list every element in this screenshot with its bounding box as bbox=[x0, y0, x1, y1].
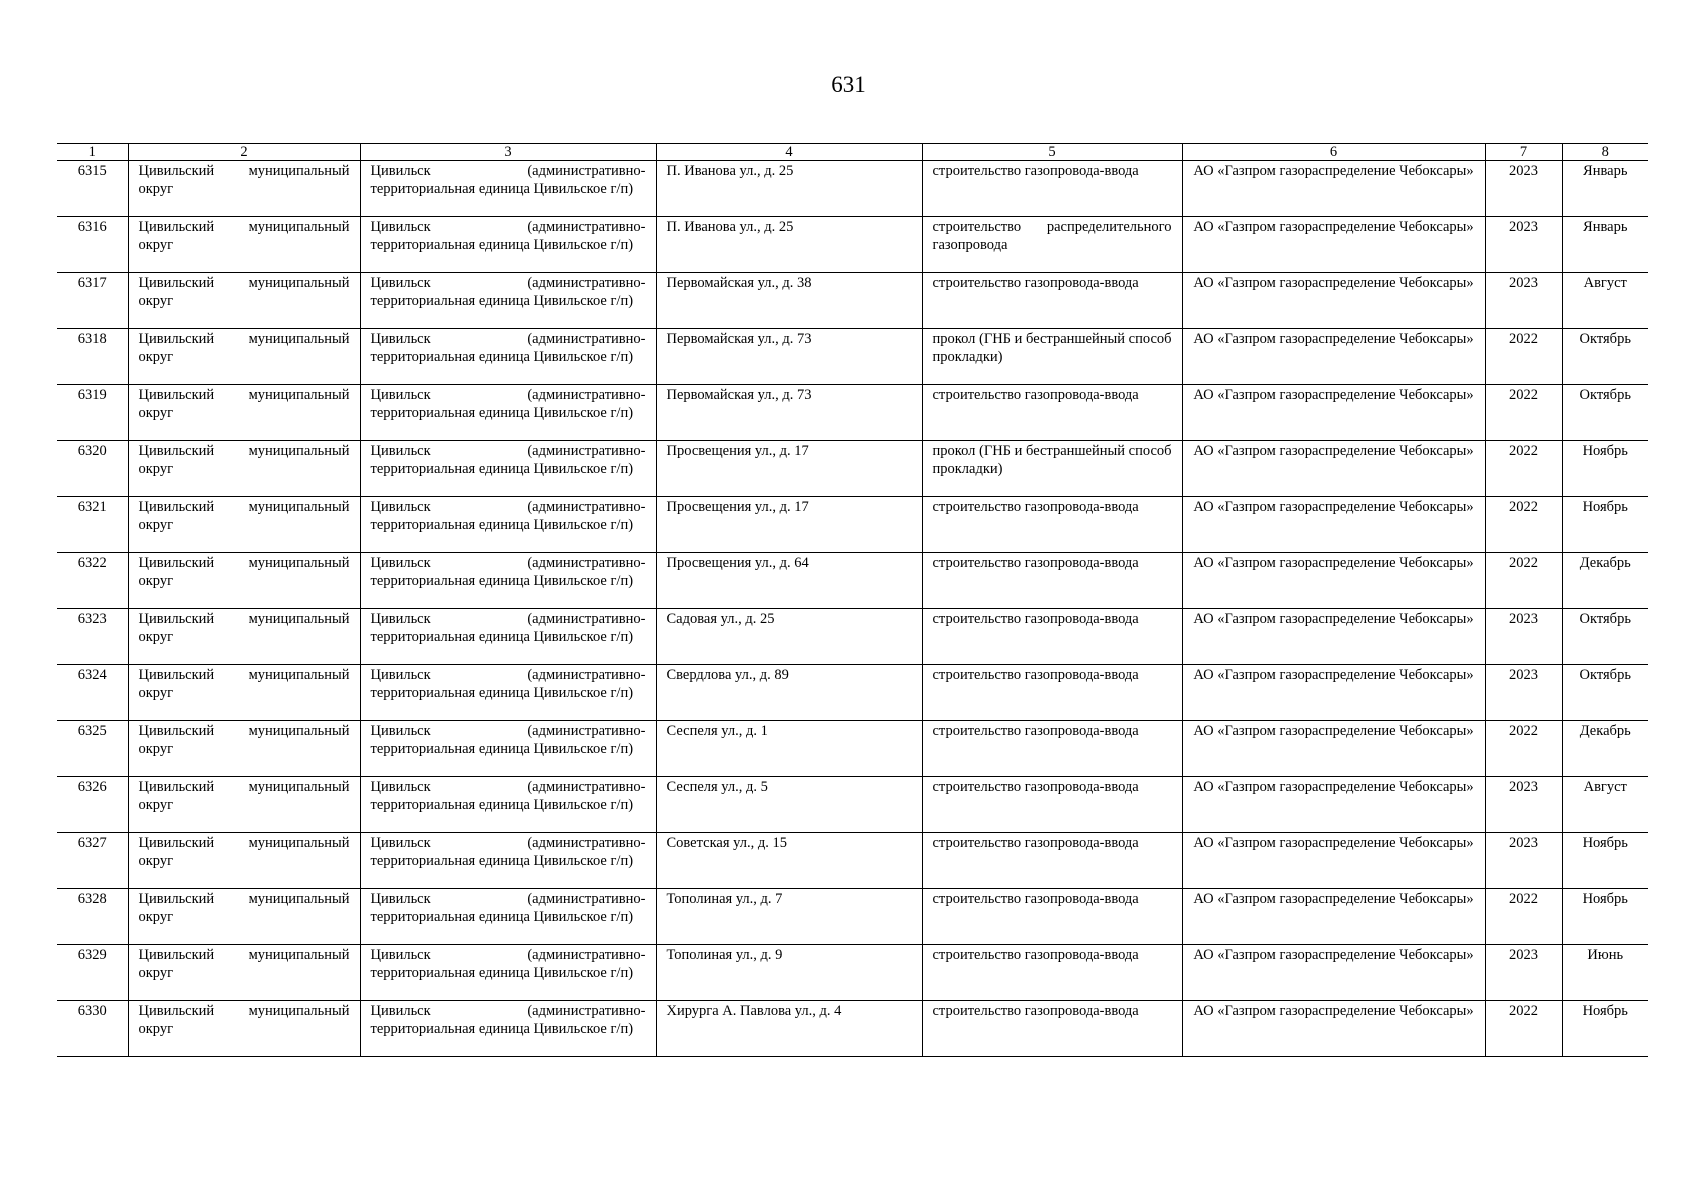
table-row bbox=[57, 385, 1648, 441]
locality-cell: Цивильск (административно-территориальная единица Цивильское г/п) bbox=[360, 329, 656, 385]
table-row bbox=[57, 497, 1648, 553]
table-row bbox=[57, 1001, 1648, 1057]
table-row bbox=[57, 441, 1648, 497]
locality-cell: Цивильск (административно-территориальная единица Цивильское г/п) bbox=[360, 1001, 656, 1057]
district-cell: Цивильский муниципальный округ bbox=[128, 385, 360, 441]
month-cell: Октябрь bbox=[1562, 329, 1648, 385]
address-cell: П. Иванова ул., д. 25 bbox=[656, 161, 922, 217]
address-cell: Просвещения ул., д. 17 bbox=[656, 441, 922, 497]
locality-cell: Цивильск (административно-территориальная единица Цивильское г/п) bbox=[360, 497, 656, 553]
work-type-cell: строительство газопровода-ввода bbox=[922, 1001, 1182, 1057]
district-cell: Цивильский муниципальный округ bbox=[128, 441, 360, 497]
column-header: 8 bbox=[1562, 144, 1648, 161]
table-row bbox=[57, 721, 1648, 777]
column-header: 7 bbox=[1485, 144, 1562, 161]
address-cell: Просвещения ул., д. 64 bbox=[656, 553, 922, 609]
table-row bbox=[57, 665, 1648, 721]
schedule-table bbox=[57, 143, 1648, 1057]
address-cell: Сеспеля ул., д. 5 bbox=[656, 777, 922, 833]
table-row bbox=[57, 609, 1648, 665]
organization-cell: АО «Газпром газораспределение Чебоксары» bbox=[1182, 161, 1485, 217]
district-cell: Цивильский муниципальный округ bbox=[128, 217, 360, 273]
work-type-cell: строительство газопровода-ввода bbox=[922, 497, 1182, 553]
district-cell: Цивильский муниципальный округ bbox=[128, 1001, 360, 1057]
address-cell: Сеспеля ул., д. 1 bbox=[656, 721, 922, 777]
locality-cell: Цивильск (административно-территориальная единица Цивильское г/п) bbox=[360, 889, 656, 945]
locality-cell: Цивильск (административно-территориальная единица Цивильское г/п) bbox=[360, 273, 656, 329]
district-cell: Цивильский муниципальный округ bbox=[128, 945, 360, 1001]
row-number: 6323 bbox=[57, 609, 128, 665]
district-cell: Цивильский муниципальный округ bbox=[128, 777, 360, 833]
address-cell: Тополиная ул., д. 7 bbox=[656, 889, 922, 945]
row-number: 6330 bbox=[57, 1001, 128, 1057]
table-row bbox=[57, 329, 1648, 385]
month-cell: Август bbox=[1562, 273, 1648, 329]
table-row bbox=[57, 889, 1648, 945]
column-header: 5 bbox=[922, 144, 1182, 161]
column-header: 1 bbox=[57, 144, 128, 161]
month-cell: Ноябрь bbox=[1562, 889, 1648, 945]
locality-cell: Цивильск (административно-территориальная единица Цивильское г/п) bbox=[360, 553, 656, 609]
month-cell: Ноябрь bbox=[1562, 1001, 1648, 1057]
address-cell: П. Иванова ул., д. 25 bbox=[656, 217, 922, 273]
month-cell: Ноябрь bbox=[1562, 497, 1648, 553]
row-number: 6318 bbox=[57, 329, 128, 385]
locality-cell: Цивильск (административно-территориальная единица Цивильское г/п) bbox=[360, 721, 656, 777]
month-cell: Январь bbox=[1562, 161, 1648, 217]
locality-cell: Цивильск (административно-территориальная единица Цивильское г/п) bbox=[360, 777, 656, 833]
column-header: 3 bbox=[360, 144, 656, 161]
row-number: 6321 bbox=[57, 497, 128, 553]
district-cell: Цивильский муниципальный округ bbox=[128, 553, 360, 609]
year-cell: 2022 bbox=[1485, 721, 1562, 777]
year-cell: 2023 bbox=[1485, 217, 1562, 273]
row-number: 6315 bbox=[57, 161, 128, 217]
header-row bbox=[57, 144, 1648, 161]
table-row bbox=[57, 161, 1648, 217]
locality-cell: Цивильск (административно-территориальная единица Цивильское г/п) bbox=[360, 945, 656, 1001]
work-type-cell: строительство газопровода-ввода bbox=[922, 889, 1182, 945]
organization-cell: АО «Газпром газораспределение Чебоксары» bbox=[1182, 945, 1485, 1001]
district-cell: Цивильский муниципальный округ bbox=[128, 273, 360, 329]
row-number: 6319 bbox=[57, 385, 128, 441]
year-cell: 2023 bbox=[1485, 273, 1562, 329]
organization-cell: АО «Газпром газораспределение Чебоксары» bbox=[1182, 553, 1485, 609]
locality-cell: Цивильск (административно-территориальная единица Цивильское г/п) bbox=[360, 217, 656, 273]
work-type-cell: строительство распределительного газопровода bbox=[922, 217, 1182, 273]
address-cell: Садовая ул., д. 25 bbox=[656, 609, 922, 665]
organization-cell: АО «Газпром газораспределение Чебоксары» bbox=[1182, 329, 1485, 385]
locality-cell: Цивильск (административно-территориальная единица Цивильское г/п) bbox=[360, 161, 656, 217]
row-number: 6328 bbox=[57, 889, 128, 945]
locality-cell: Цивильск (административно-территориальная единица Цивильское г/п) bbox=[360, 385, 656, 441]
month-cell: Ноябрь bbox=[1562, 441, 1648, 497]
row-number: 6320 bbox=[57, 441, 128, 497]
organization-cell: АО «Газпром газораспределение Чебоксары» bbox=[1182, 889, 1485, 945]
district-cell: Цивильский муниципальный округ bbox=[128, 161, 360, 217]
address-cell: Свердлова ул., д. 89 bbox=[656, 665, 922, 721]
locality-cell: Цивильск (административно-территориальная единица Цивильское г/п) bbox=[360, 833, 656, 889]
year-cell: 2022 bbox=[1485, 497, 1562, 553]
address-cell: Хирурга А. Павлова ул., д. 4 bbox=[656, 1001, 922, 1057]
table-row bbox=[57, 273, 1648, 329]
table-row bbox=[57, 217, 1648, 273]
year-cell: 2023 bbox=[1485, 945, 1562, 1001]
district-cell: Цивильский муниципальный округ bbox=[128, 721, 360, 777]
organization-cell: АО «Газпром газораспределение Чебоксары» bbox=[1182, 665, 1485, 721]
organization-cell: АО «Газпром газораспределение Чебоксары» bbox=[1182, 385, 1485, 441]
organization-cell: АО «Газпром газораспределение Чебоксары» bbox=[1182, 497, 1485, 553]
month-cell: Июнь bbox=[1562, 945, 1648, 1001]
locality-cell: Цивильск (административно-территориальная единица Цивильское г/п) bbox=[360, 609, 656, 665]
organization-cell: АО «Газпром газораспределение Чебоксары» bbox=[1182, 441, 1485, 497]
locality-cell: Цивильск (административно-территориальная единица Цивильское г/п) bbox=[360, 441, 656, 497]
table-row bbox=[57, 833, 1648, 889]
table-row bbox=[57, 945, 1648, 1001]
work-type-cell: строительство газопровода-ввода bbox=[922, 553, 1182, 609]
work-type-cell: прокол (ГНБ и бестраншейный способ прокладки) bbox=[922, 441, 1182, 497]
month-cell: Октябрь bbox=[1562, 385, 1648, 441]
table-body bbox=[57, 161, 1648, 1057]
work-type-cell: строительство газопровода-ввода bbox=[922, 665, 1182, 721]
month-cell: Октябрь bbox=[1562, 665, 1648, 721]
locality-cell: Цивильск (административно-территориальная единица Цивильское г/п) bbox=[360, 665, 656, 721]
table-row bbox=[57, 553, 1648, 609]
work-type-cell: строительство газопровода-ввода bbox=[922, 945, 1182, 1001]
month-cell: Декабрь bbox=[1562, 553, 1648, 609]
row-number: 6316 bbox=[57, 217, 128, 273]
year-cell: 2022 bbox=[1485, 1001, 1562, 1057]
row-number: 6324 bbox=[57, 665, 128, 721]
year-cell: 2023 bbox=[1485, 777, 1562, 833]
column-header: 4 bbox=[656, 144, 922, 161]
work-type-cell: строительство газопровода-ввода bbox=[922, 609, 1182, 665]
work-type-cell: строительство газопровода-ввода bbox=[922, 777, 1182, 833]
month-cell: Август bbox=[1562, 777, 1648, 833]
month-cell: Октябрь bbox=[1562, 609, 1648, 665]
column-header: 6 bbox=[1182, 144, 1485, 161]
work-type-cell: строительство газопровода-ввода bbox=[922, 721, 1182, 777]
page-number: 631 bbox=[831, 72, 866, 97]
month-cell: Январь bbox=[1562, 217, 1648, 273]
work-type-cell: строительство газопровода-ввода bbox=[922, 161, 1182, 217]
organization-cell: АО «Газпром газораспределение Чебоксары» bbox=[1182, 777, 1485, 833]
year-cell: 2022 bbox=[1485, 329, 1562, 385]
address-cell: Первомайская ул., д. 38 bbox=[656, 273, 922, 329]
month-cell: Ноябрь bbox=[1562, 833, 1648, 889]
month-cell: Декабрь bbox=[1562, 721, 1648, 777]
district-cell: Цивильский муниципальный округ bbox=[128, 833, 360, 889]
organization-cell: АО «Газпром газораспределение Чебоксары» bbox=[1182, 217, 1485, 273]
organization-cell: АО «Газпром газораспределение Чебоксары» bbox=[1182, 1001, 1485, 1057]
work-type-cell: строительство газопровода-ввода bbox=[922, 385, 1182, 441]
district-cell: Цивильский муниципальный округ bbox=[128, 329, 360, 385]
row-number: 6322 bbox=[57, 553, 128, 609]
address-cell: Просвещения ул., д. 17 bbox=[656, 497, 922, 553]
work-type-cell: строительство газопровода-ввода bbox=[922, 833, 1182, 889]
address-cell: Первомайская ул., д. 73 bbox=[656, 385, 922, 441]
row-number: 6326 bbox=[57, 777, 128, 833]
organization-cell: АО «Газпром газораспределение Чебоксары» bbox=[1182, 721, 1485, 777]
address-cell: Советская ул., д. 15 bbox=[656, 833, 922, 889]
year-cell: 2022 bbox=[1485, 553, 1562, 609]
year-cell: 2022 bbox=[1485, 385, 1562, 441]
district-cell: Цивильский муниципальный округ bbox=[128, 665, 360, 721]
column-header: 2 bbox=[128, 144, 360, 161]
table-row bbox=[57, 777, 1648, 833]
organization-cell: АО «Газпром газораспределение Чебоксары» bbox=[1182, 273, 1485, 329]
address-cell: Тополиная ул., д. 9 bbox=[656, 945, 922, 1001]
year-cell: 2023 bbox=[1485, 665, 1562, 721]
district-cell: Цивильский муниципальный округ bbox=[128, 889, 360, 945]
year-cell: 2023 bbox=[1485, 161, 1562, 217]
address-cell: Первомайская ул., д. 73 bbox=[656, 329, 922, 385]
year-cell: 2022 bbox=[1485, 441, 1562, 497]
year-cell: 2023 bbox=[1485, 833, 1562, 889]
row-number: 6325 bbox=[57, 721, 128, 777]
row-number: 6317 bbox=[57, 273, 128, 329]
district-cell: Цивильский муниципальный округ bbox=[128, 609, 360, 665]
work-type-cell: прокол (ГНБ и бестраншейный способ прокладки) bbox=[922, 329, 1182, 385]
work-type-cell: строительство газопровода-ввода bbox=[922, 273, 1182, 329]
row-number: 6327 bbox=[57, 833, 128, 889]
year-cell: 2022 bbox=[1485, 889, 1562, 945]
row-number: 6329 bbox=[57, 945, 128, 1001]
organization-cell: АО «Газпром газораспределение Чебоксары» bbox=[1182, 609, 1485, 665]
organization-cell: АО «Газпром газораспределение Чебоксары» bbox=[1182, 833, 1485, 889]
district-cell: Цивильский муниципальный округ bbox=[128, 497, 360, 553]
year-cell: 2023 bbox=[1485, 609, 1562, 665]
